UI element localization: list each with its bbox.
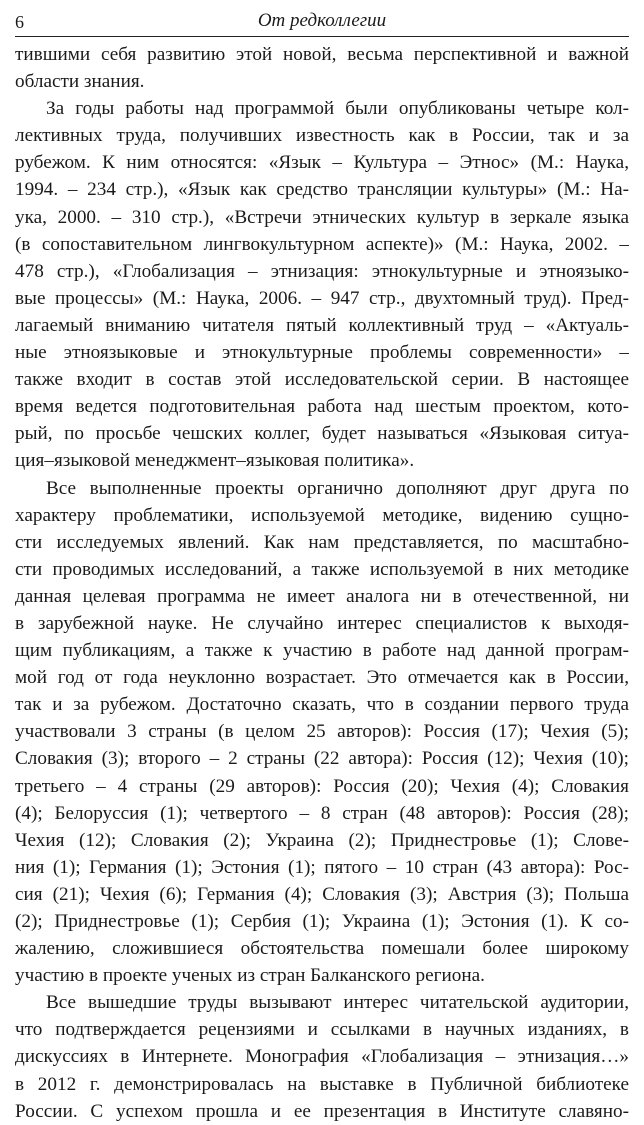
text-line: ция–языковой менеджмент–языковая политика». [15,450,415,472]
text-line: сти проводимых исследований, а также используемой в них методике [15,558,629,580]
text-line: лагаемый вниманию читателя пятый коллективный труд – «Актуаль- [15,314,629,336]
text-line: За годы работы над программой были опубликованы четыре кол- [46,98,629,120]
text-line: в зарубежной науке. Не случайно интерес специалистов к выходя- [15,612,629,634]
paragraph [15,989,629,1124]
text-line: дискуссиях в Интернете. Монография «Глобализация – этнизация…» [15,1046,629,1068]
text-line: (2); Приднестровье (1); Сербия (1); Украина (1); Эстония (1). К со- [15,911,629,932]
text-line: сти исследуемых явлений. Как нам представляется, по масштабно- [15,531,629,553]
text-line: области знания. [15,71,145,93]
text-line: (в сопоставительном лингвокультурном аспекте)» (М.: Наука, 2002. – [15,233,629,255]
text-line: 478 стр.), «Глобализация – этнизация: этнокультурные и этноязыко- [15,260,629,282]
text-line: 1994. – 234 стр.), «Язык как средство трансляции культуры» (М.: На- [15,179,629,201]
text-line: третьего – 4 страны (29 авторов): Россия (20); Чехия (4); Словакия [15,775,629,797]
text-line: России. С успехом прошла и ее презентация в Институте славяно- [15,1100,629,1122]
text-line: что подтверждается рецензиями и ссылками в научных изданиях, в [15,1019,629,1041]
text-line: ния (1); Германия (1); Эстония (1); пятого – 10 стран (43 автора): Рос- [15,856,629,878]
text-line: также входит в состав этой исследовательской серии. В настоящее [15,369,629,391]
text-line: в 2012 г. демонстрировалась на выставке в Публичной библиотеке [15,1073,629,1095]
book-page [15,0,629,1122]
text-line: Чехия (12); Словакия (2); Украина (2); Приднестровье (1); Слове- [15,829,629,851]
text-line: Словакия (3); второго – 2 страны (22 автора): Россия (12); Чехия (10); [15,748,629,770]
body-text [15,41,629,1125]
text-line: вые процессы» (М.: Наука, 2006. – 947 стр., двухтомный труд). Пред- [15,287,629,309]
text-line: жалению, сложившиеся обстоятельства помешали более широкому [15,938,629,960]
paragraph [15,475,629,990]
page-header [15,0,629,37]
text-line: щим публикациям, а также к участию в работе над данной програм- [15,640,629,662]
text-line: ные этноязыковые и этнокультурные проблемы современности» – [15,342,629,364]
text-line: рубежом. К ним относятся: «Язык – Культура – Этнос» (М.: Наука, [15,152,629,174]
text-line: ука, 2000. – 310 стр.), «Встречи этнических культур в зеркале языка [15,206,629,228]
text-line: участию в проекте ученых из стран Балканского региона. [15,965,485,987]
text-line: сия (21); Чехия (6); Германия (4); Словакия (3); Австрия (3); Польша [15,883,629,905]
text-line: время ведется подготовительная работа над шестым проектом, кото- [15,396,629,418]
text-line: лективных труда, получивших известность как в России, так и за [15,125,629,147]
text-line: Все вышедшие труды вызывают интерес читательской аудитории, [46,992,629,1014]
running-title: От редколлегии [257,10,387,31]
paragraph [15,95,629,474]
text-line: Все выполненные проекты органично дополняют друг друга по [46,477,629,499]
text-line: (4); Белоруссия (1); четвертого – 8 стран (48 авторов): Россия (28); [15,802,629,824]
text-line: характеру проблематики, используемой методике, видению сущно- [15,504,629,526]
page-number: 6 [15,12,24,32]
text-line: данная целевая программа не имеет аналога ни в отечественной, ни [15,585,629,607]
paragraph [15,41,629,95]
text-line: рый, по просьбе чешских коллег, будет называться «Языковая ситуа- [15,423,629,445]
text-line: так и за рубежом. Достаточно сказать, что в создании первого труда [15,694,629,716]
text-line: тившими себя развитию этой новой, весьма перспективной и важной [15,44,629,65]
text-line: участвовали 3 страны (в целом 25 авторов): Россия (17); Чехия (5); [15,721,629,743]
text-line: мой год от года неуклонно возрастает. Это отмечается как в России, [15,667,629,689]
